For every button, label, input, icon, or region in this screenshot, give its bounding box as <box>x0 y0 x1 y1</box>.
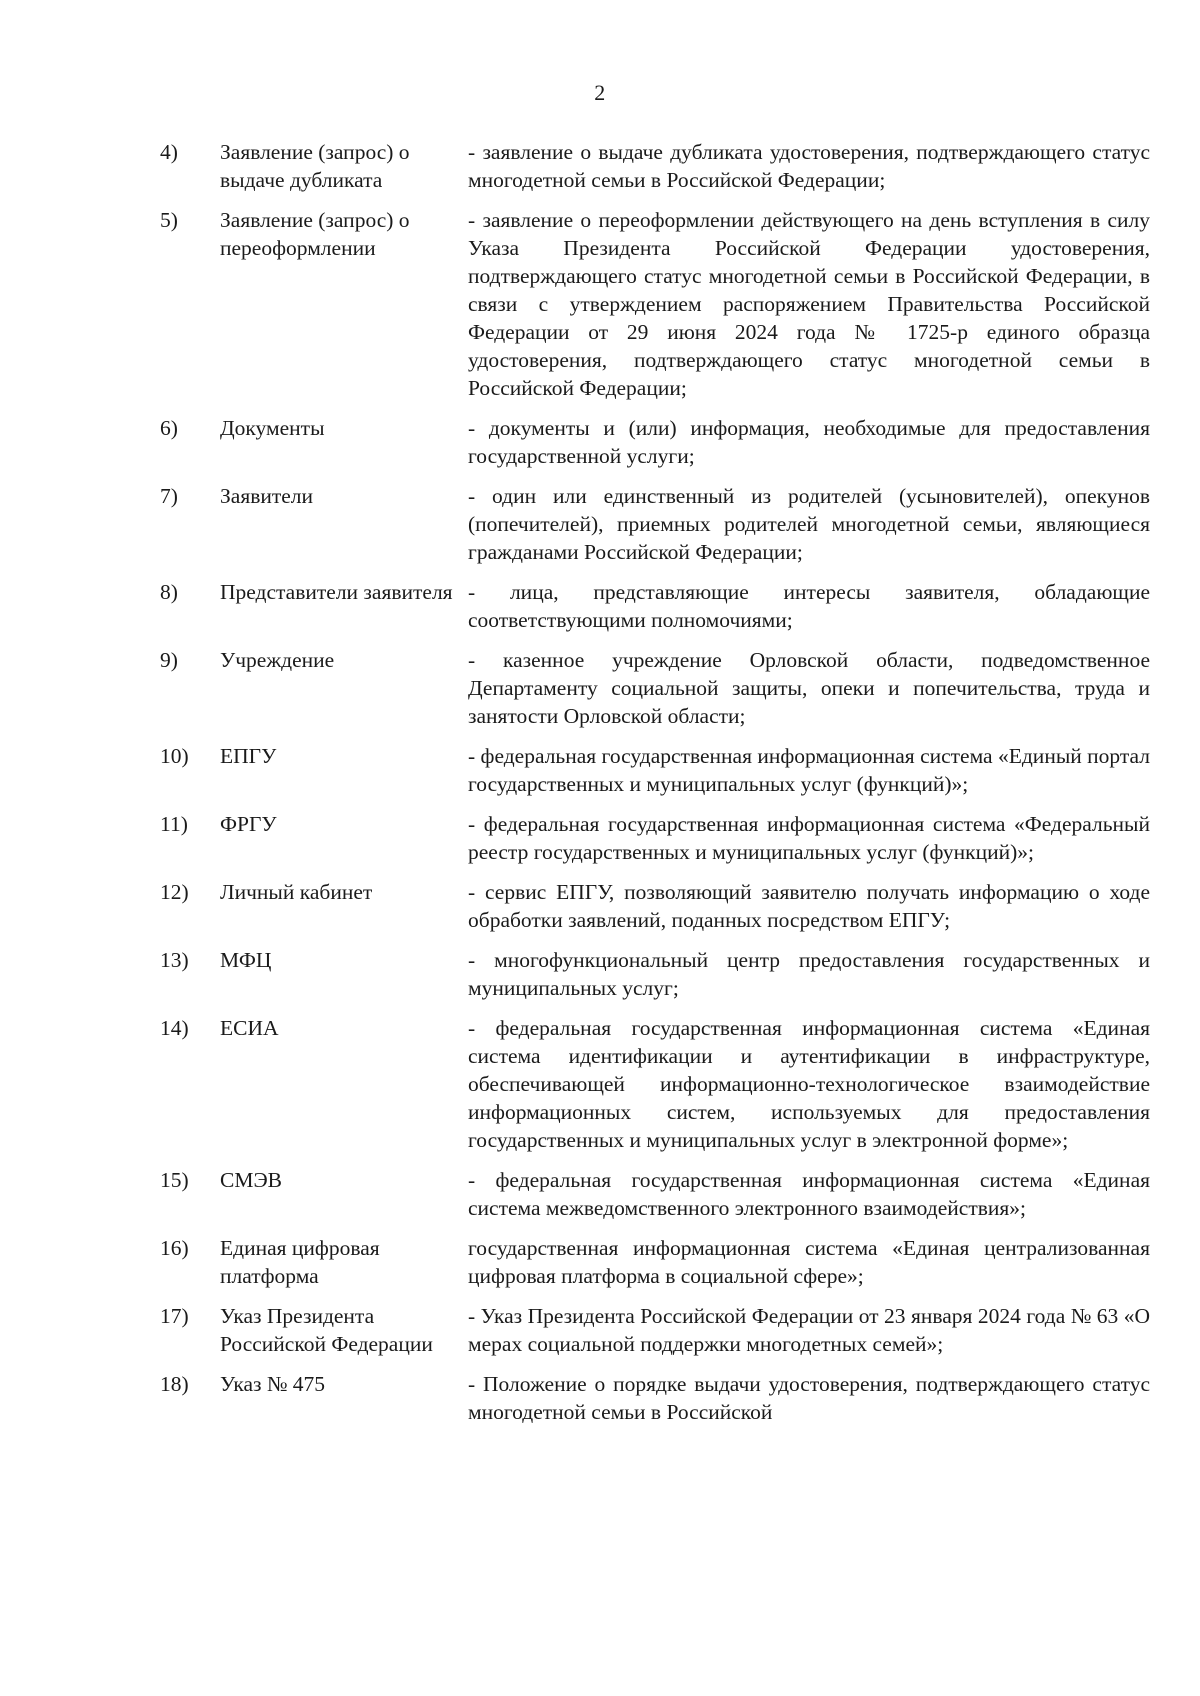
entry-number: 4) <box>160 140 178 164</box>
entry-definition: - сервис ЕПГУ, позволяющий заявителю получать информацию о ходе обработки заявлений, поданных посредством ЕПГУ; <box>468 880 1150 932</box>
definition-entry <box>160 206 1150 402</box>
entry-number: 11) <box>160 812 188 836</box>
entry-number: 15) <box>160 1168 189 1192</box>
entry-definition: - заявление о переоформлении действующего на день вступления в силу Указа Президента Российской Федерации удостоверения, подтверждающего статус многодетной семьи в Российской Федерации, в связи с утверждением распоряжением Правительства Российской Федерации от 29 июня 2024 года № 1725-р единого образца удостоверения, подтверждающего статус многодетной семьи в Российской Федерации; <box>468 208 1150 400</box>
entry-term: Заявление (запрос) о выдаче дубликата <box>220 140 410 192</box>
definition-entry <box>160 742 1150 798</box>
entry-term: Указ Президента Российской Федерации <box>220 1304 433 1356</box>
definition-entry <box>160 946 1150 1002</box>
definition-entry <box>160 1014 1150 1154</box>
definitions-list <box>160 138 1150 1438</box>
entry-term: ЕПГУ <box>220 744 277 768</box>
entry-term: Учреждение <box>220 648 335 672</box>
entry-number: 18) <box>160 1372 189 1396</box>
definition-entry <box>160 138 1150 194</box>
entry-definition: - один или единственный из родителей (усыновителей), опекунов (попечителей), приемных родителей многодетной семьи, являющиеся гражданами Российской Федерации; <box>468 484 1150 564</box>
definition-entry <box>160 414 1150 470</box>
entry-term: Личный кабинет <box>220 880 373 904</box>
definition-entry <box>160 1302 1150 1358</box>
entry-definition: - казенное учреждение Орловской области, подведомственное Департаменту социальной защиты, опеки и попечительства, труда и занятости Орловской области; <box>468 648 1150 728</box>
entry-number: 8) <box>160 580 178 604</box>
entry-definition: - документы и (или) информация, необходимые для предоставления государственной услуги; <box>468 416 1150 468</box>
entry-definition: - Положение о порядке выдачи удостоверения, подтверждающего статус многодетной семьи в Российской <box>468 1372 1150 1424</box>
entry-definition: - Указ Президента Российской Федерации от 23 января 2024 года № 63 «О мерах социальной поддержки многодетных семей»; <box>468 1304 1150 1356</box>
entry-number: 16) <box>160 1236 189 1260</box>
entry-number: 5) <box>160 208 178 232</box>
entry-term: ЕСИА <box>220 1016 279 1040</box>
entry-definition: - федеральная государственная информационная система «Федеральный реестр государственных и муниципальных услуг (функций)»; <box>468 812 1150 864</box>
definition-entry <box>160 482 1150 566</box>
entry-term: Указ № 475 <box>220 1372 326 1396</box>
entry-number: 6) <box>160 416 178 440</box>
entry-term: ФРГУ <box>220 812 277 836</box>
definition-entry <box>160 810 1150 866</box>
entry-definition: государственная информационная система «Единая централизованная цифровая платформа в социальной сфере»; <box>468 1236 1150 1288</box>
entry-number: 13) <box>160 948 189 972</box>
entry-term: Единая цифровая платформа <box>220 1236 380 1288</box>
entry-definition: - федеральная государственная информационная система «Единый портал государственных и муниципальных услуг (функций)»; <box>468 744 1150 796</box>
entry-number: 12) <box>160 880 189 904</box>
definition-entry <box>160 1370 1150 1426</box>
definition-entry <box>160 646 1150 730</box>
entry-term: Документы <box>220 416 325 440</box>
entry-term: Представители заявителя <box>220 580 453 604</box>
entry-definition: - многофункциональный центр предоставления государственных и муниципальных услуг; <box>468 948 1150 1000</box>
definition-entry <box>160 1234 1150 1290</box>
entry-number: 17) <box>160 1304 189 1328</box>
entry-definition: - федеральная государственная информационная система «Единая система идентификации и аутентификации в инфраструктуре, обеспечивающей информационно-технологическое взаимодействие информационных систем, используемых для предоставления государственных и муниципальных услуг в электронной форме»; <box>468 1016 1150 1152</box>
entry-number: 14) <box>160 1016 189 1040</box>
definition-entry <box>160 1166 1150 1222</box>
entry-definition: - лица, представляющие интересы заявителя, обладающие соответствующими полномочиями; <box>468 580 1150 632</box>
entry-number: 7) <box>160 484 178 508</box>
entry-term: Заявление (запрос) о переоформлении <box>220 208 410 260</box>
entry-term: Заявители <box>220 484 314 508</box>
definition-entry <box>160 878 1150 934</box>
page-number: 2 <box>594 80 606 105</box>
entry-number: 9) <box>160 648 178 672</box>
entry-definition: - заявление о выдаче дубликата удостоверения, подтверждающего статус многодетной семьи в Российской Федерации; <box>468 140 1150 192</box>
entry-definition: - федеральная государственная информационная система «Единая система межведомственного электронного взаимодействия»; <box>468 1168 1150 1220</box>
entry-term: СМЭВ <box>220 1168 282 1192</box>
entry-number: 10) <box>160 744 189 768</box>
definition-entry <box>160 578 1150 634</box>
entry-term: МФЦ <box>220 948 272 972</box>
